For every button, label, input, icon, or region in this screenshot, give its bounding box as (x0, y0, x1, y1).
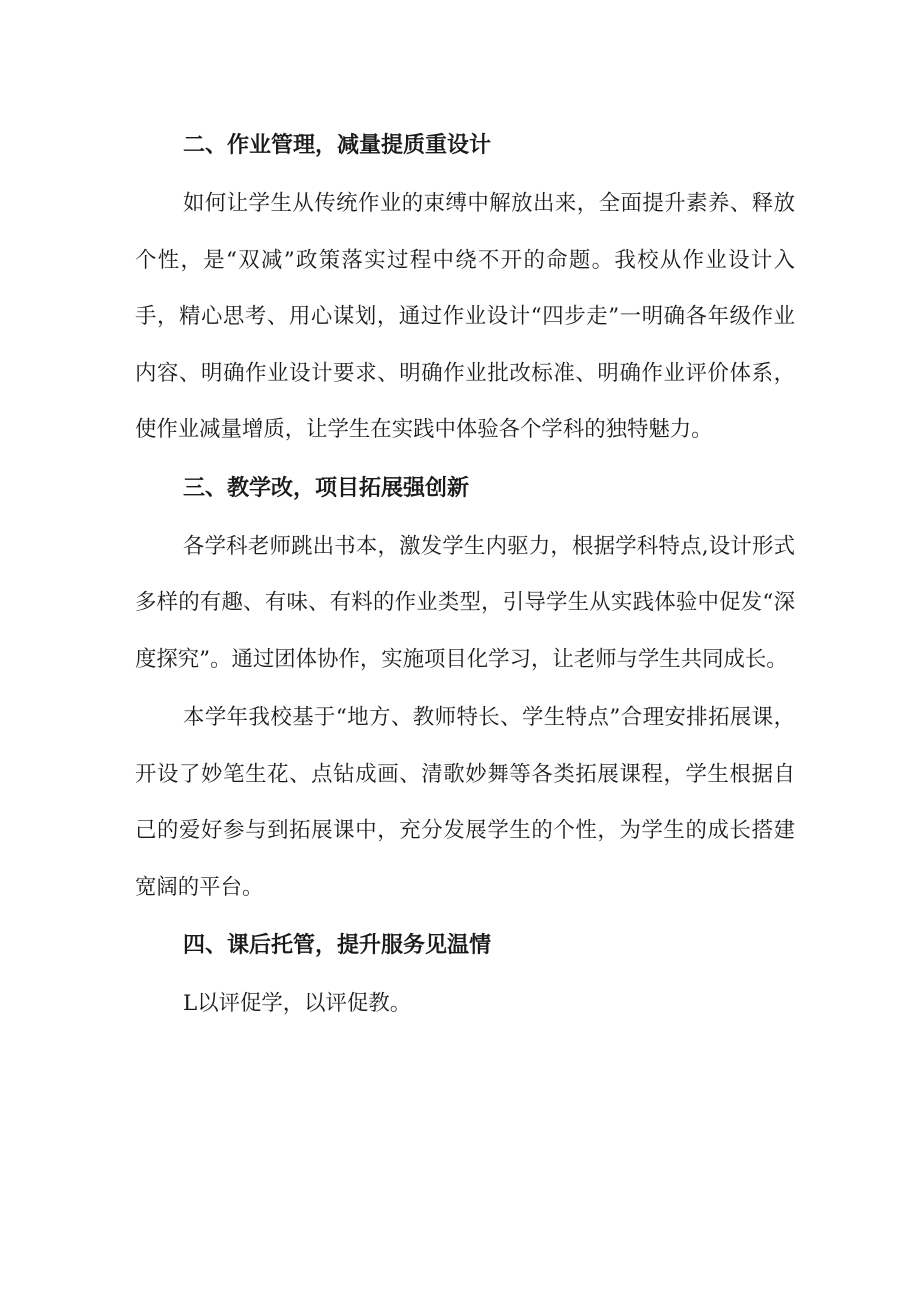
section-heading-2: 二、作业管理，减量提质重设计 (183, 133, 492, 158)
paragraph-extension-courses: 本学年我校基于“地方、教师特长、学生特点”合理安排拓展课，开设了妙笔生花、点钻成画、清歌妙舞等各类拓展课程，学生根据自己的爱好参与到拓展课中，充分发展学生的个性，为学生的成长搭建宽阔的平台。 (135, 705, 795, 900)
section-heading-3: 三、教学改，项目拓展强创新 (183, 475, 470, 501)
paragraph-teaching-reform: 各学科老师跳出书本，激发学生内驱力，根据学科特点,设计形式多样的有趣、有味、有料的作业类型，引导学生从实践体验中促发“深度探究”。通过团体协作，实施项目化学习，让老师与学生共同成长。 (135, 533, 795, 672)
section-heading-4: 四、课后托管，提升服务见温情 (183, 933, 492, 958)
paragraph-homework-design: 如何让学生从传统作业的束缚中解放出来，全面提升素养、释放个性，是“双减”政策落实过程中绕不开的命题。我校从作业设计入手，精心思考、用心谋划，通过作业设计“四步走”一明确各年级作业内容、明确作业设计要求、明确作业批改标准、明确作业评价体系，使作业减量增质，让学生在实践中体验各个学科的独特魅力。 (135, 191, 795, 442)
document-body (135, 118, 795, 1035)
paragraph-evaluation: L以评促学，以评促教。 (183, 991, 412, 1016)
